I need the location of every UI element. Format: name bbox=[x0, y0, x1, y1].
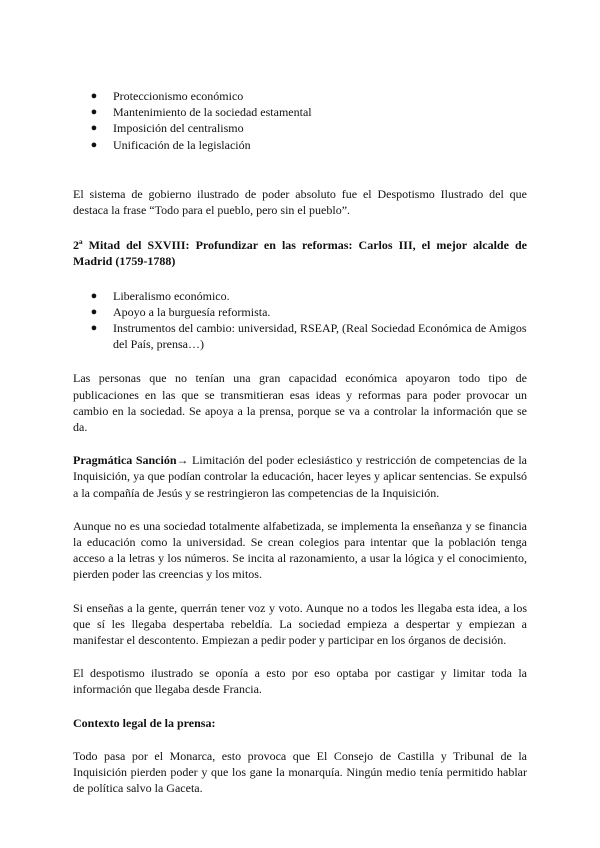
paragraph-despotismo: El sistema de gobierno ilustrado de poder absoluto fue el Despotismo Ilustrado del que destaca la frase “Todo para el pueblo, pero sin el pueblo”. bbox=[73, 186, 527, 218]
paragraph-educacion: Aunque no es una sociedad totalmente alfabetizada, se implementa la enseñanza y se financia la educación como la universidad. Se crean colegios para intentar que la población tenga acceso a la letras y los números. Se incita al razonamiento, a usar la lógica y el conocimiento, pierden poder las creencias y los mitos. bbox=[73, 518, 527, 582]
list-item: ● Imposición del centralismo bbox=[90, 121, 244, 136]
bullet-icon: ● bbox=[90, 305, 98, 318]
list-item: ● Unificación de la legislación bbox=[90, 137, 251, 152]
list-item: ● Mantenimiento de la sociedad estamental bbox=[90, 105, 312, 120]
term-pragmatica-sancion: Pragmática Sanción bbox=[73, 453, 177, 468]
paragraph-oposicion-francia: El despotismo ilustrado se oponía a esto por eso optaba por castigar y limitar toda la información que llegaba desde Francia. bbox=[73, 666, 527, 697]
bullet-list-reforms bbox=[73, 288, 527, 353]
paragraph-monarca: Todo pasa por el Monarca, esto provoca que El Consejo de Castilla y Tribunal de la Inquisición pierden poder y que los gane la monarquía. Ningún medio tenía permitido hablar de política salvo la Gaceta. bbox=[73, 748, 527, 796]
list-item: ● Liberalismo económico. bbox=[90, 288, 230, 303]
paragraph-voz-y-voto: Si enseñas a la gente, querrán tener voz y voto. Aunque no a todos les llegaba esta idea, a los que sí les llegaba despertaba rebeldía. La sociedad empieza a despertar y empiezan a manifestar el descontento. Empiezan a pedir poder y participar en los órganos de decisión. bbox=[73, 600, 527, 648]
list-item: ● Apoyo a la burguesía reformista. bbox=[90, 304, 271, 319]
bullet-icon: ● bbox=[90, 289, 98, 302]
bullet-icon: ● bbox=[90, 106, 98, 119]
bullet-icon: ● bbox=[90, 138, 98, 151]
section-heading-contexto-legal: Contexto legal de la prensa: bbox=[73, 715, 216, 730]
paragraph-publicaciones: Las personas que no tenían una gran capacidad económica apoyaron todo tipo de publicaciones en las que se transmitieran esas ideas y reformas para poder provocar un cambio en la sociedad. Se apoya a la prensa, porque se va a controlar la información que se da. bbox=[73, 371, 527, 435]
arrow-icon: → bbox=[176, 453, 189, 468]
paragraph-pragmatica-sancion: Pragmática Sanción→ Limitación del poder eclesiástico y restricción de competencias de la Inquisición, ya que podían controlar la educación, hacer leyes y aplicar sentencias. Se expulsó a la compañía de Jesús y se restringieron las competencias de la Inquisición. bbox=[73, 453, 528, 500]
list-item: ● Instrumentos del cambio: universidad, RSEAP, (Real Sociedad Económica de Amigos del País, prensa…) bbox=[90, 321, 527, 352]
bullet-icon: ● bbox=[90, 322, 98, 335]
bullet-icon: ● bbox=[90, 90, 98, 102]
bullet-icon: ● bbox=[90, 122, 98, 135]
list-item: ● Proteccionismo económico bbox=[90, 89, 244, 103]
section-heading-carlos-iii: 2ª Mitad del SXVIII: Profundizar en las reformas: Carlos III, el mejor alcalde de Madrid (1759-1788) bbox=[73, 238, 527, 269]
bullet-list-economic-policies bbox=[73, 88, 527, 153]
